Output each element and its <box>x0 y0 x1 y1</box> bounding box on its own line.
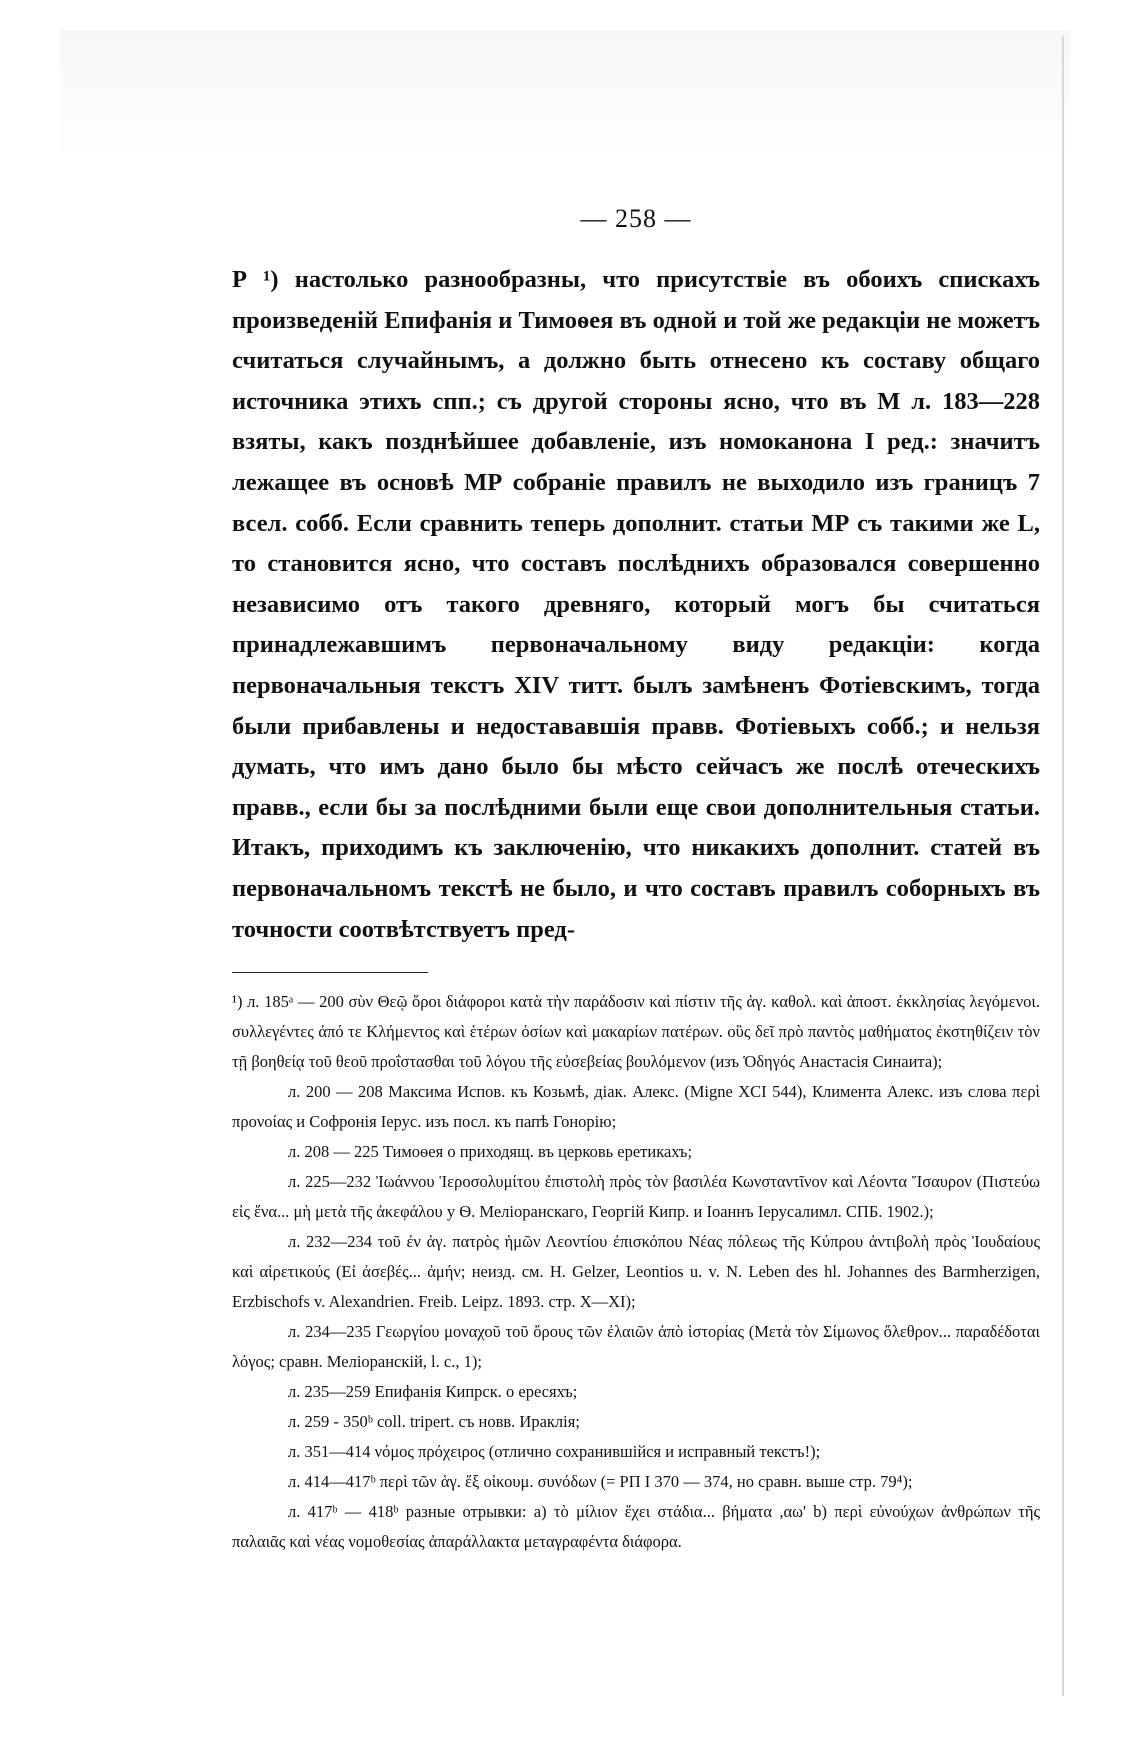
scan-shadow <box>60 30 1070 160</box>
footnote-item: л. 351—414 νόμος πρόχειρος (отлично сохранившійся и исправный текстъ!); <box>288 1442 821 1462</box>
footnote-item: л. 225—232 Ἰωάννου Ἱεροσολυμίτου ἐπιστολὴ πρὸς τὸν βασιλέα Κωνσταντῖνον καὶ Λέοντα Ἴσαυρον (Πιστεύω εἰς ἕνα... μὴ μετὰ τῆς ἀκεφάλου у Ѳ. Меліоранскаго, Георгій Кипр. и Іоаннъ Іерусалимл. СПБ. 1902.); <box>232 1172 1040 1222</box>
footnotes <box>232 987 1040 1557</box>
footnote-item: л. 417ᵇ — 418ᵇ разные отрывки: a) τὸ μίλιον ἔχει στάδια... βήματα ,αω' b) περὶ εὐνούχων ἀνθρώπων τῆς παλαιᾶς καὶ νέας νομοθεσίας ἀπαράλλακτα μεταγραφέντα διάφορα. <box>232 1502 1040 1552</box>
footnote-item: л. 259 - 350ᵇ coll. tripert. съ новв. Ираклія; <box>288 1412 580 1432</box>
document-page <box>232 204 1040 1557</box>
footnote-item: л. 414—417ᵇ περὶ τῶν ἁγ. ἕξ οἰκουμ. συνόδων (= РП I 370 — 374, но сравн. выше стр. 79⁴); <box>288 1472 913 1492</box>
footnote-item: л. 235—259 Епифанія Кипрск. о ересяхъ; <box>288 1382 578 1402</box>
main-text <box>232 260 1040 950</box>
scan-edge-line <box>1062 36 1064 1696</box>
main-paragraph: Р ¹) настолько разнообразны, что присутствіе въ обоихъ спискахъ произведеній Епифанія и Тимоѳея въ одной и той же редакціи не можетъ считаться случайнымъ, а должно быть отнесено къ составу общаго источника этихъ спп.; съ другой стороны ясно, что въ М л. 183—228 взяты, какъ позднѣйшее добавленіе, изъ номоканона I ред.: значитъ лежащее въ основѣ МР собраніе правилъ не выходило изъ границъ 7 всел. собб. Если сравнить теперь дополнит. статьи МР съ такими же L, то становится ясно, что составъ послѣднихъ образовался совершенно независимо отъ такого древняго, который могъ бы считаться принадлежавшимъ первоначальному виду редакціи: когда первоначальныя текстъ XIV титт. былъ замѣненъ Фотіевскимъ, тогда были прибавлены и недостававшія правв. Фотіевыхъ собб.; и нельзя думать, что имъ дано было бы мѣсто сейчасъ же послѣ отеческихъ правв., если бы за послѣдними были еще свои дополнительныя статьи. Итакъ, приходимъ къ заключенію, что никакихъ дополнит. статей въ первоначальномъ текстѣ не было, и что составъ правилъ соборныхъ въ точности соотвѣтствуетъ пред- <box>232 266 1040 943</box>
footnote-item: ¹) л. 185ᵃ — 200 σὺν Θεῷ ὅροι διάφοροι κατὰ τὴν παράδοσιν καὶ πίστιν τῆς ἁγ. καθολ. καὶ ἀποστ. ἐκκλησίας λεγόμενοι. συλλεγέντες ἀπό τε Κλήμεντος καὶ ἑτέρων ὁσίων καὶ μακαρίων πατέρων. οὓς δεῖ πρὸ παντὸς μαθήματος ἐκστηθίζειν τὸν τῇ βοηθείᾳ τοῦ θεοῦ προΐστασθαι τοῦ λόγου τῆς εὐσεβείας βουλόμενον (изъ Ὁδηγός Анастасія Синаита); <box>232 992 1040 1072</box>
footnote-item: л. 232—234 τοῦ ἐν ἁγ. πατρὸς ἡμῶν Λεοντίου ἐπισκόπου Νέας πόλεως τῆς Κύπρου ἀντιβολὴ πρὸς Ἰουδαίους καὶ αἱρετικούς (Εἰ ἀσεβές... ἀμήν; неизд. см. H. Gelzer, Leontios u. v. N. Leben des hl. Johannes des Barmherzigen, Erzbischofs v. Alexandrien. Freib. Leipz. 1893. стр. X—XI); <box>232 1232 1040 1312</box>
footnote-item: л. 208 — 225 Тимоѳея о приходящ. въ церковь еретикахъ; <box>288 1142 693 1162</box>
footnote-item: л. 234—235 Γεωργίου μοναχοῦ τοῦ ὄρους τῶν ἐλαιῶν ἀπὸ ἱστορίας (Μετὰ τὸν Σίμωνος ὄλεθρον... παραδέδοται λόγος; сравн. Меліоранскій, l. c., 1); <box>232 1322 1040 1372</box>
footnote-divider <box>232 972 428 973</box>
page-number: — 258 — <box>580 204 692 233</box>
footnote-item: л. 200 — 208 Максима Испов. къ Козьмѣ, діак. Алекс. (Migne XCI 544), Климента Алекс. изъ слова περὶ προνοίας и Софронія Іерус. изъ посл. къ папѣ Гонорію; <box>232 1082 1040 1132</box>
